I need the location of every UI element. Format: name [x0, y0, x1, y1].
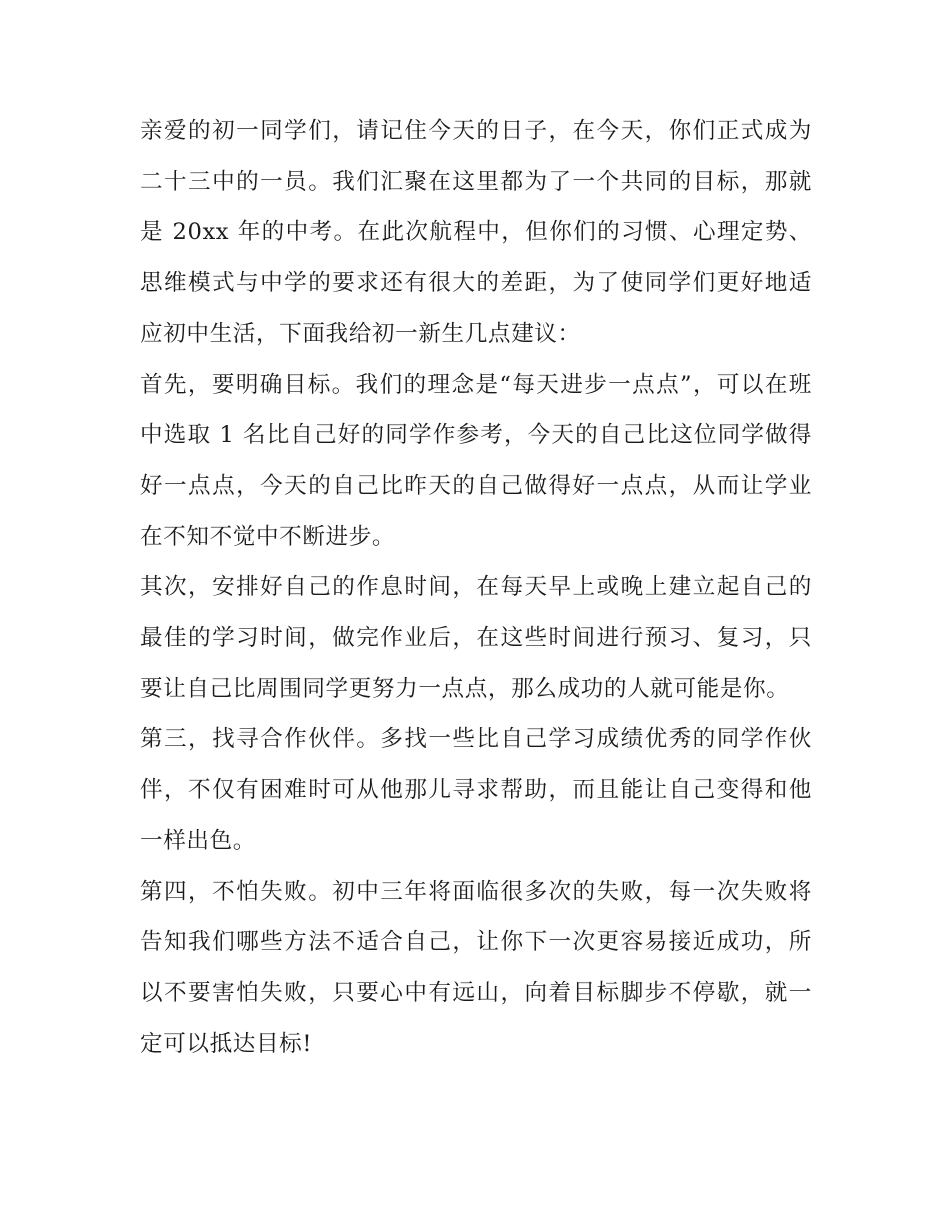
paragraph-second-advice: 其次，安排好自己的作息时间，在每天早上或晚上建立起自己的最佳的学习时间，做完作业后，在这些时间进行预习、复习，只要让自己比周围同学更努力一点点，那么成功的人就可能是你。 [140, 574, 812, 702]
paragraph-third-advice: 第三，找寻合作伙伴。多找一些比自己学习成绩优秀的同学作伙伴，不仅有困难时可从他那儿寻求帮助，而且能让自己变得和他一样出色。 [140, 726, 812, 854]
paragraph-fourth-advice: 第四，不怕失败。初中三年将面临很多次的失败，每一次失败将告知我们哪些方法不适合自己，让你下一次更容易接近成功，所以不要害怕失败，只要心中有远山，向着目标脚步不停歇，就一定可以抵达目标! [140, 878, 812, 1057]
document-body [140, 106, 812, 1069]
paragraph-first-advice: 首先，要明确目标。我们的理念是“每天进步一点点”，可以在班中选取 1 名比自己好的同学作参考，今天的自己比这位同学做得好一点点，今天的自己比昨天的自己做得好一点点，从而让学业在不知不觉中不断进步。 [140, 371, 812, 550]
paragraph-intro: 亲爱的初一同学们，请记住今天的日子，在今天，你们正式成为二十三中的一员。我们汇聚在这里都为了一个共同的目标，那就是 20xx 年的中考。在此次航程中，但你们的习惯、心理定势、思维模式与中学的要求还有很大的差距，为了使同学们更好地适应初中生活，下面我给初一新生几点建议： [140, 118, 812, 347]
